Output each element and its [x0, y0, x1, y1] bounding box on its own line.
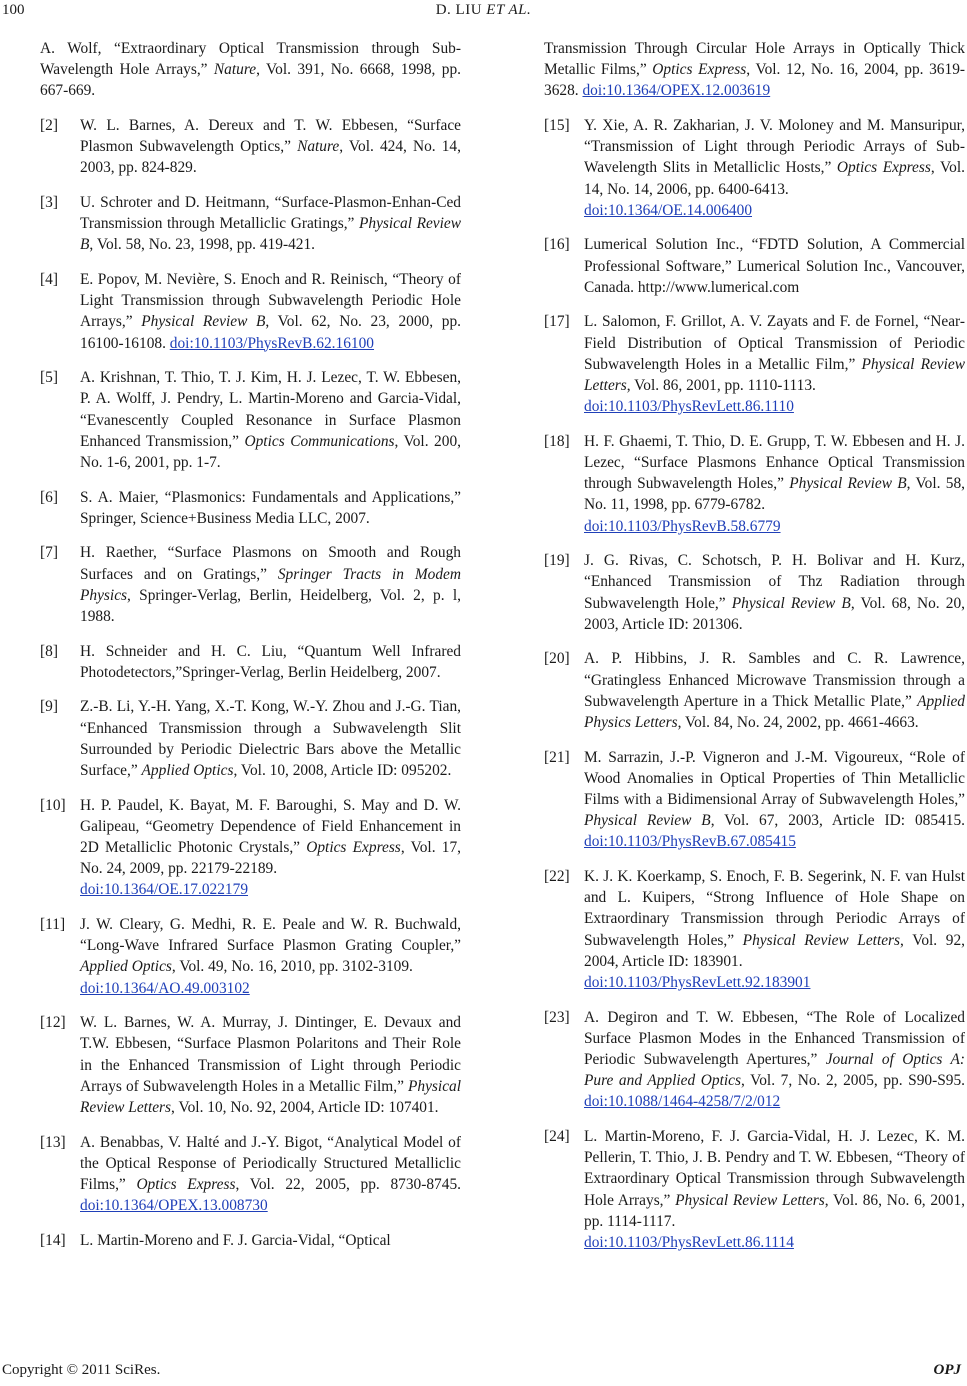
running-head-authors: D. LIU	[435, 2, 483, 18]
reference-text: W. L. Barnes, W. A. Murray, J. Dintinger, E. Devaux and T.W. Ebbesen, “Surface Plasmon Polaritons and Their Role in the Enhanced Transmission of Light through Periodic Arrays of Subwavelength Holes in a Metallic Film,”	[80, 1014, 461, 1095]
reference-journal: Optics Express	[306, 839, 401, 857]
reference-number: [15]	[544, 117, 570, 134]
reference-text: A. P. Hibbins, J. R. Sambles and C. R. Lawrence, “Gratingless Enhanced Microwave Transmission through a Subwavelength Aperture in a Thick Metallic Plate,”	[584, 650, 965, 710]
reference-number: [2]	[40, 117, 58, 134]
doi-link[interactable]: doi:10.1364/OPEX.13.008730	[80, 1197, 268, 1215]
reference-journal: Optics Express	[836, 159, 931, 177]
reference-journal: Physical Review B	[789, 475, 907, 493]
reference-journal: Optics Express	[136, 1176, 236, 1194]
reference-entry	[544, 311, 965, 417]
reference-details: , Vol. 22, 2005, pp. 8730-8745.	[235, 1176, 461, 1194]
reference-entry	[544, 1126, 965, 1253]
reference-text: A. Benabbas, V. Halté and J.-Y. Bigot, “Analytical Model of the Optical Response of Periodically Structured Metalliclic Films,”	[80, 1133, 461, 1194]
reference-text: M. Sarrazin, J.-P. Vigneron and J.-M. Vigoureux, “Role of Wood Anomalies in Optical Properties of Thin Metalliclic Films with a Bidimensional Array of Subwavelength Holes,”	[584, 748, 965, 809]
reference-entry	[40, 367, 461, 473]
reference-journal: Physical Review Letters	[675, 1191, 825, 1209]
reference-journal: Physical Review B	[731, 594, 851, 612]
reference-number: [5]	[40, 369, 58, 387]
reference-details: , Vol. 67, 2003, Article ID: 085415.	[710, 812, 966, 830]
right-column-references	[544, 38, 965, 1267]
reference-details: , Vol. 58, No. 23, 1998, pp. 419-421.	[89, 236, 316, 254]
reference-text: S. A. Maier, “Plasmonics: Fundamentals and Applications,” Springer, Science+Business Media LLC, 2007.	[80, 488, 461, 527]
reference-journal: Physical Review Letters	[584, 355, 966, 395]
reference-entry	[40, 115, 461, 179]
reference-number: [13]	[40, 1133, 66, 1151]
reference-number: [19]	[544, 552, 570, 570]
reference-text: E. Popov, M. Nevière, S. Enoch and R. Reinisch, “Theory of Light Transmission through Subwavelength Periodic Hole Arrays,”	[80, 271, 461, 331]
reference-details: , Vol. 68, No. 20, 2003, Article ID: 201306.	[584, 594, 966, 633]
reference-entry	[40, 38, 461, 102]
doi-link[interactable]: doi:10.1103/PhysRevLett.86.1110	[584, 398, 794, 416]
running-head	[0, 2, 967, 19]
page-number: 100	[2, 2, 25, 18]
reference-entry	[40, 1230, 461, 1251]
reference-text: K. J. K. Koerkamp, S. Enoch, F. B. Segerink, N. F. van Hulst and L. Kuipers, “Strong Influence of Hole Shape on Extraordinary Transmission through Periodic Arrays of Subwavelength Holes,”	[584, 868, 965, 949]
reference-journal: Applied Physics Letters	[584, 692, 965, 732]
reference-text: U. Schroter and D. Heitmann, “Surface-Plasmon-Enhan-Ced Transmission through Metalliclic Gratings,”	[80, 194, 461, 233]
reference-journal: Physical Review B	[80, 215, 462, 254]
reference-journal: Physical Review B	[141, 313, 266, 331]
reference-number: [20]	[544, 650, 570, 668]
doi-link[interactable]: doi:10.1103/PhysRevB.62.16100	[169, 334, 375, 352]
doi-link[interactable]: doi:10.1103/PhysRevLett.86.1114	[584, 1234, 794, 1252]
reference-journal: Optics Express	[652, 61, 747, 79]
reference-text: H. Schneider and H. C. Liu, “Quantum Well Infrared Photodetectors,”Springer-Verlag, Berlin Heidelberg, 2007.	[80, 642, 461, 681]
reference-journal: Springer Tracts in Modem Physics	[80, 565, 461, 604]
reference-journal: Journal of Optics A: Pure and Applied Optics	[584, 1051, 965, 1090]
reference-number: [23]	[544, 1008, 570, 1026]
journal-abbrev: OPJ	[933, 1362, 961, 1378]
left-column-references	[40, 38, 461, 1264]
reference-text: Y. Xie, A. R. Zakharian, J. V. Moloney and M. Mansuripur, “Transmission of Light through Periodic Arrays of Sub-Wavelength Slits in Metalliclic Hosts,”	[584, 117, 965, 177]
reference-text: A. Wolf, “Extraordinary Optical Transmission through Sub-Wavelength Hole Arrays,”	[40, 40, 461, 79]
reference-entry	[544, 1007, 965, 1113]
reference-entry	[40, 696, 461, 781]
reference-details: , Vol. 62, No. 23, 2000, pp. 16100-16108.	[80, 313, 461, 352]
reference-journal: Nature	[213, 61, 257, 79]
reference-text: J. W. Cleary, G. Medhi, R. E. Peale and W. R. Buchwald, “Long-Wave Infrared Surface Plasmon Grating Coupler,”	[80, 916, 461, 955]
reference-journal: Physical Review Letters	[80, 1077, 461, 1117]
reference-entry	[40, 795, 461, 901]
reference-details: , Vol. 84, No. 24, 2002, pp. 4661-4663.	[677, 714, 919, 732]
reference-entry	[40, 192, 461, 256]
reference-number: [4]	[40, 271, 58, 288]
reference-number: [7]	[40, 544, 58, 562]
reference-details: , Vol. 14, No. 14, 2006, pp. 6400-6413.	[584, 159, 965, 198]
reference-entry	[40, 1132, 461, 1217]
reference-text: Transmission Through Circular Hole Arrays in Optically Thick Metallic Films,”	[544, 40, 965, 79]
reference-text: L. Martin-Moreno, F. J. Garcia-Vidal, H. J. Lezec, K. M. Pellerin, T. Thio, J. B. Pendry and T. W. Ebbesen, “Theory of Extraordinary Optical Transmission through Subwavelength Hole Arrays,”	[584, 1128, 965, 1209]
reference-details: , Vol. 10, No. 92, 2004, Article ID: 107401.	[171, 1099, 439, 1117]
reference-entry	[40, 1012, 461, 1118]
reference-entry	[544, 431, 965, 537]
reference-text: W. L. Barnes, A. Dereux and T. W. Ebbesen, “Surface Plasmon Subwavelength Optics,”	[80, 117, 461, 156]
reference-number: [6]	[40, 488, 58, 506]
doi-link[interactable]: doi:10.1364/OPEX.12.003619	[582, 82, 771, 100]
reference-details: , Vol. 7, No. 2, 2005, pp. S90-S95.	[740, 1072, 966, 1090]
reference-number: [17]	[544, 313, 570, 331]
doi-link[interactable]: doi:10.1364/AO.49.003102	[80, 979, 250, 997]
doi-link[interactable]: doi:10.1088/1464-4258/7/2/012	[584, 1093, 781, 1111]
reference-entry	[544, 747, 965, 853]
reference-entry	[544, 866, 965, 993]
page-header	[0, 2, 967, 26]
reference-text: H. P. Paudel, K. Bayat, M. F. Baroughi, S. May and D. W. Galipeau, “Geometry Dependence of Field Enhancement in 2D Metalliclic Photonic Crystals,”	[80, 796, 461, 857]
reference-entry	[40, 641, 461, 683]
reference-entry	[544, 234, 965, 298]
reference-text: L. Salomon, F. Grillot, A. V. Zayats and F. de Fornel, “Near-Field Distribution of Optical Transmission of Periodic Subwavelength Holes in a Metallic Film,”	[584, 313, 965, 373]
reference-details: , Vol. 12, No. 16, 2004, pp. 3619-3628.	[544, 61, 966, 100]
reference-journal: Nature	[297, 138, 340, 156]
reference-entry	[544, 115, 965, 221]
running-head-et-al: ET AL.	[486, 2, 532, 18]
reference-entry	[40, 542, 461, 627]
reference-text: A. Krishnan, T. Thio, T. J. Kim, H. J. Lezec, T. W. Ebbesen, P. A. Wolff, J. Pendry, L. Martin-Moreno and Garcia-Vidal, “Evanescently Coupled Resonance in Surface Plasmon Enhanced Transmission,”	[80, 369, 461, 450]
reference-details: , Vol. 424, No. 14, 2003, pp. 824-829.	[80, 138, 461, 177]
reference-number: [21]	[544, 748, 570, 766]
reference-details: , Vol. 49, No. 16, 2010, pp. 3102-3109.	[171, 958, 413, 976]
reference-entry	[40, 487, 461, 529]
copyright-notice: Copyright © 2011 SciRes.	[2, 1362, 161, 1378]
reference-entry	[544, 38, 965, 102]
reference-text: H. Raether, “Surface Plasmons on Smooth and Rough Surfaces and on Gratings,”	[80, 544, 461, 583]
reference-details: , Vol. 10, 2008, Article ID: 095202.	[233, 762, 452, 780]
reference-number: [12]	[40, 1014, 66, 1032]
doi-link[interactable]: doi:10.1103/PhysRevB.67.085415	[584, 833, 796, 851]
reference-journal: Applied Optics	[80, 958, 172, 976]
reference-details: , Springer-Verlag, Berlin, Heidelberg, Vol. 2, p. l, 1988.	[80, 586, 461, 626]
doi-link[interactable]: doi:10.1364/OE.14.006400	[584, 201, 753, 219]
reference-journal: Physical Review Letters	[742, 931, 901, 949]
reference-details: , Vol. 391, No. 6668, 1998, pp. 667-669.	[40, 61, 461, 100]
reference-number: [18]	[544, 432, 570, 450]
reference-details: , Vol. 200, No. 1-6, 2001, pp. 1-7.	[80, 432, 461, 472]
reference-entry	[544, 550, 965, 635]
reference-details: , Vol. 92, 2004, Article ID: 183901.	[584, 931, 965, 970]
reference-number: [22]	[544, 868, 570, 886]
reference-number: [9]	[40, 698, 58, 716]
reference-details: , Vol. 86, 2001, pp. 1110-1113.	[626, 377, 816, 395]
reference-entry	[40, 269, 461, 354]
reference-text: H. F. Ghaemi, T. Thio, D. E. Grupp, T. W. Ebbesen and H. J. Lezec, “Surface Plasmons Enhance Optical Transmission through Subwavelength Holes,”	[584, 432, 965, 493]
reference-text: L. Martin-Moreno and F. J. Garcia-Vidal, “Optical	[80, 1231, 391, 1249]
reference-details: , Vol. 58, No. 11, 1998, pp. 6779-6782.	[584, 475, 965, 514]
reference-journal: Optics Communications	[244, 432, 395, 450]
reference-journal: Applied Optics	[141, 762, 234, 780]
reference-entry	[40, 914, 461, 999]
reference-text: J. G. Rivas, C. Schotsch, P. H. Bolivar and H. Kurz, “Enhanced Transmission of Thz Radiation through Subwavelength Hole,”	[584, 552, 965, 612]
doi-link[interactable]: doi:10.1103/PhysRevB.58.6779	[584, 517, 781, 535]
reference-entry	[544, 648, 965, 733]
doi-link[interactable]: doi:10.1364/OE.17.022179	[80, 881, 249, 899]
reference-details: , Vol. 86, No. 6, 2001, pp. 1114-1117.	[584, 1191, 965, 1230]
reference-text: A. Degiron and T. W. Ebbesen, “The Role of Localized Surface Plasmon Modes in the Enhanced Transmission of Periodic Subwavelength Apertures,”	[584, 1008, 965, 1069]
reference-journal: Physical Review B	[584, 812, 711, 830]
reference-number: [3]	[40, 194, 58, 211]
reference-details: , Vol. 17, No. 24, 2009, pp. 22179-22189.	[80, 839, 462, 878]
reference-number: [14]	[40, 1231, 66, 1249]
doi-link[interactable]: doi:10.1103/PhysRevLett.92.183901	[584, 974, 811, 992]
reference-number: [8]	[40, 642, 58, 660]
reference-text: Z.-B. Li, Y.-H. Yang, X.-T. Kong, W.-Y. Zhou and J.-G. Tian, “Enhanced Transmission through a Subwavelength Slit Surrounded by Periodic Dielectric Bars above the Metallic Surface,”	[80, 698, 461, 780]
reference-number: [10]	[40, 796, 66, 814]
reference-number: [11]	[40, 916, 66, 934]
reference-number: [16]	[544, 236, 570, 254]
reference-number: [24]	[544, 1128, 570, 1146]
reference-text: Lumerical Solution Inc., “FDTD Solution, A Commercial Professional Software,” Lumerical Solution Inc., Vancouver, Canada. http://www.lumerical.com	[584, 236, 965, 296]
